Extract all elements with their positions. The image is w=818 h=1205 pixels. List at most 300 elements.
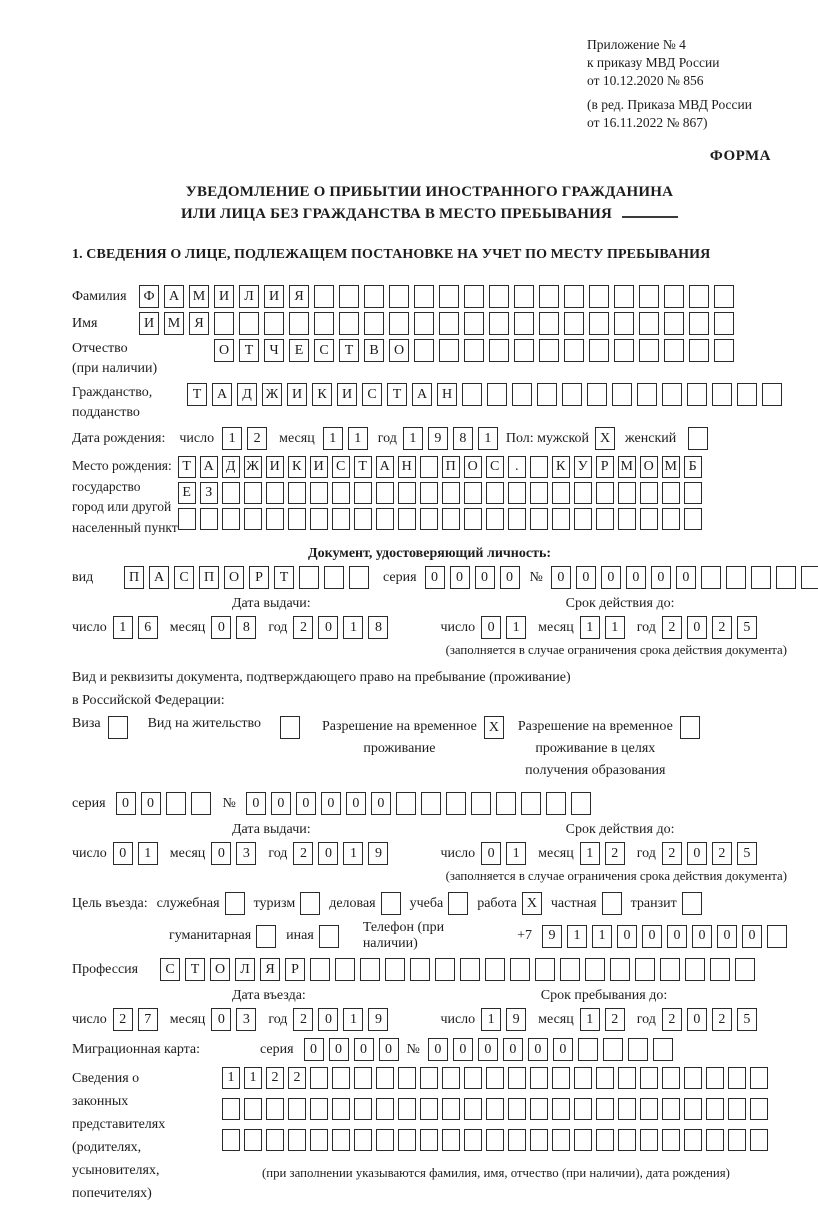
char-box[interactable] <box>574 1067 592 1089</box>
char-box[interactable]: 0 <box>667 925 687 948</box>
char-box[interactable]: . <box>508 456 526 478</box>
char-box[interactable] <box>508 508 526 530</box>
char-box[interactable]: 0 <box>450 566 470 589</box>
char-box[interactable] <box>684 508 702 530</box>
char-box[interactable] <box>628 1038 648 1061</box>
char-box[interactable] <box>552 508 570 530</box>
char-box[interactable] <box>364 285 384 308</box>
char-box[interactable]: 2 <box>605 1008 625 1031</box>
char-box[interactable]: Т <box>239 339 259 362</box>
char-box[interactable] <box>750 1098 768 1120</box>
char-box[interactable]: 0 <box>500 566 520 589</box>
char-box[interactable] <box>735 958 755 981</box>
char-box[interactable]: 0 <box>742 925 762 948</box>
char-box[interactable]: 0 <box>481 616 501 639</box>
purpose-tourism-checkbox[interactable] <box>300 892 320 915</box>
visa-checkbox[interactable] <box>108 716 128 739</box>
char-box[interactable] <box>640 1098 658 1120</box>
char-box[interactable] <box>710 958 730 981</box>
char-box[interactable]: М <box>618 456 636 478</box>
char-box[interactable] <box>618 482 636 504</box>
char-box[interactable]: 0 <box>687 1008 707 1031</box>
char-box[interactable]: 9 <box>368 1008 388 1031</box>
char-box[interactable]: 1 <box>323 427 343 450</box>
char-box[interactable]: А <box>212 383 232 406</box>
char-box[interactable] <box>335 958 355 981</box>
char-box[interactable] <box>360 958 380 981</box>
char-box[interactable]: Л <box>239 285 259 308</box>
char-box[interactable] <box>389 312 409 335</box>
char-box[interactable] <box>512 383 532 406</box>
char-box[interactable] <box>687 383 707 406</box>
char-box[interactable]: 0 <box>687 842 707 865</box>
char-box[interactable] <box>726 566 746 589</box>
temp-residence-checkbox[interactable]: X <box>484 716 504 739</box>
char-box[interactable] <box>562 383 582 406</box>
char-box[interactable] <box>314 312 334 335</box>
char-box[interactable] <box>662 1098 680 1120</box>
char-box[interactable]: 0 <box>601 566 621 589</box>
char-box[interactable]: 0 <box>211 616 231 639</box>
char-box[interactable] <box>310 1067 328 1089</box>
char-box[interactable] <box>464 339 484 362</box>
char-box[interactable]: Я <box>189 312 209 335</box>
char-box[interactable]: 9 <box>542 925 562 948</box>
char-box[interactable]: 0 <box>687 616 707 639</box>
char-box[interactable]: 1 <box>343 1008 363 1031</box>
char-box[interactable] <box>462 383 482 406</box>
char-box[interactable] <box>635 958 655 981</box>
char-box[interactable]: 8 <box>453 427 473 450</box>
char-box[interactable] <box>574 508 592 530</box>
char-box[interactable]: 0 <box>318 1008 338 1031</box>
gender-male-checkbox[interactable]: X <box>595 427 615 450</box>
char-box[interactable] <box>574 1098 592 1120</box>
char-box[interactable] <box>266 482 284 504</box>
char-box[interactable]: В <box>364 339 384 362</box>
char-box[interactable] <box>266 1129 284 1151</box>
char-box[interactable] <box>264 312 284 335</box>
char-box[interactable]: О <box>464 456 482 478</box>
char-box[interactable] <box>439 339 459 362</box>
char-box[interactable]: 0 <box>304 1038 324 1061</box>
char-box[interactable] <box>439 312 459 335</box>
char-box[interactable]: 0 <box>642 925 662 948</box>
char-box[interactable]: 2 <box>605 842 625 865</box>
char-box[interactable]: Р <box>285 958 305 981</box>
char-box[interactable]: К <box>312 383 332 406</box>
char-box[interactable] <box>596 1129 614 1151</box>
char-box[interactable] <box>662 383 682 406</box>
char-box[interactable] <box>521 792 541 815</box>
char-box[interactable]: И <box>264 285 284 308</box>
char-box[interactable] <box>539 339 559 362</box>
char-box[interactable] <box>289 312 309 335</box>
char-box[interactable] <box>214 312 234 335</box>
char-box[interactable] <box>596 1098 614 1120</box>
char-box[interactable]: А <box>376 456 394 478</box>
char-box[interactable] <box>332 482 350 504</box>
char-box[interactable] <box>537 383 557 406</box>
char-box[interactable]: Ж <box>262 383 282 406</box>
char-box[interactable] <box>603 1038 623 1061</box>
char-box[interactable]: 0 <box>651 566 671 589</box>
char-box[interactable] <box>486 1129 504 1151</box>
char-box[interactable] <box>489 339 509 362</box>
char-box[interactable] <box>689 339 709 362</box>
char-box[interactable]: 8 <box>368 616 388 639</box>
char-box[interactable] <box>587 383 607 406</box>
char-box[interactable]: 0 <box>576 566 596 589</box>
char-box[interactable]: Ф <box>139 285 159 308</box>
temp-residence-education-checkbox[interactable] <box>680 716 700 739</box>
char-box[interactable] <box>552 1098 570 1120</box>
char-box[interactable] <box>664 285 684 308</box>
char-box[interactable] <box>612 383 632 406</box>
char-box[interactable] <box>662 1067 680 1089</box>
char-box[interactable]: 0 <box>453 1038 473 1061</box>
char-box[interactable] <box>660 958 680 981</box>
char-box[interactable] <box>684 1067 702 1089</box>
char-box[interactable]: Т <box>178 456 196 478</box>
purpose-study-checkbox[interactable] <box>448 892 468 915</box>
char-box[interactable] <box>571 792 591 815</box>
char-box[interactable] <box>685 958 705 981</box>
char-box[interactable] <box>706 1098 724 1120</box>
purpose-business-checkbox[interactable] <box>225 892 245 915</box>
char-box[interactable] <box>464 508 482 530</box>
char-box[interactable]: К <box>552 456 570 478</box>
char-box[interactable] <box>464 312 484 335</box>
char-box[interactable] <box>464 482 482 504</box>
char-box[interactable] <box>354 1129 372 1151</box>
char-box[interactable] <box>486 482 504 504</box>
char-box[interactable] <box>664 312 684 335</box>
char-box[interactable] <box>485 958 505 981</box>
char-box[interactable]: А <box>164 285 184 308</box>
char-box[interactable] <box>314 285 334 308</box>
char-box[interactable]: С <box>486 456 504 478</box>
char-box[interactable] <box>464 1067 482 1089</box>
char-box[interactable] <box>414 339 434 362</box>
char-box[interactable]: 7 <box>138 1008 158 1031</box>
char-box[interactable] <box>464 1129 482 1151</box>
char-box[interactable] <box>332 1098 350 1120</box>
char-box[interactable] <box>332 1067 350 1089</box>
char-box[interactable] <box>446 792 466 815</box>
char-box[interactable]: А <box>200 456 218 478</box>
char-box[interactable]: 0 <box>346 792 366 815</box>
char-box[interactable]: Р <box>596 456 614 478</box>
char-box[interactable] <box>442 1129 460 1151</box>
char-box[interactable]: 3 <box>236 1008 256 1031</box>
char-box[interactable]: 0 <box>626 566 646 589</box>
char-box[interactable] <box>442 1067 460 1089</box>
char-box[interactable]: 2 <box>293 1008 313 1031</box>
char-box[interactable]: 2 <box>662 616 682 639</box>
char-box[interactable]: М <box>189 285 209 308</box>
char-box[interactable]: 2 <box>662 1008 682 1031</box>
char-box[interactable] <box>564 312 584 335</box>
gender-female-checkbox[interactable] <box>688 427 708 450</box>
char-box[interactable]: 0 <box>318 842 338 865</box>
char-box[interactable]: И <box>139 312 159 335</box>
char-box[interactable] <box>508 1067 526 1089</box>
char-box[interactable] <box>662 482 680 504</box>
char-box[interactable] <box>664 339 684 362</box>
char-box[interactable]: 0 <box>318 616 338 639</box>
char-box[interactable] <box>762 383 782 406</box>
char-box[interactable] <box>460 958 480 981</box>
char-box[interactable]: 5 <box>737 616 757 639</box>
char-box[interactable] <box>618 1067 636 1089</box>
char-box[interactable] <box>712 383 732 406</box>
char-box[interactable] <box>398 482 416 504</box>
char-box[interactable]: 0 <box>271 792 291 815</box>
char-box[interactable] <box>191 792 211 815</box>
char-box[interactable]: С <box>174 566 194 589</box>
char-box[interactable] <box>589 312 609 335</box>
residence-permit-checkbox[interactable] <box>280 716 300 739</box>
char-box[interactable] <box>310 482 328 504</box>
char-box[interactable] <box>776 566 796 589</box>
char-box[interactable]: 0 <box>246 792 266 815</box>
char-box[interactable] <box>244 482 262 504</box>
char-box[interactable] <box>410 958 430 981</box>
char-box[interactable] <box>539 312 559 335</box>
char-box[interactable] <box>618 1129 636 1151</box>
char-box[interactable]: 9 <box>506 1008 526 1031</box>
char-box[interactable]: Т <box>354 456 372 478</box>
char-box[interactable] <box>706 1067 724 1089</box>
char-box[interactable]: А <box>412 383 432 406</box>
char-box[interactable]: П <box>442 456 460 478</box>
char-box[interactable]: Д <box>237 383 257 406</box>
char-box[interactable] <box>414 285 434 308</box>
char-box[interactable]: 2 <box>662 842 682 865</box>
char-box[interactable]: 0 <box>478 1038 498 1061</box>
char-box[interactable]: Р <box>249 566 269 589</box>
char-box[interactable] <box>354 482 372 504</box>
char-box[interactable] <box>689 285 709 308</box>
char-box[interactable] <box>354 1067 372 1089</box>
char-box[interactable]: 0 <box>481 842 501 865</box>
char-box[interactable] <box>640 508 658 530</box>
char-box[interactable] <box>684 482 702 504</box>
char-box[interactable] <box>589 339 609 362</box>
char-box[interactable] <box>639 285 659 308</box>
char-box[interactable] <box>552 1067 570 1089</box>
char-box[interactable] <box>398 508 416 530</box>
char-box[interactable] <box>596 482 614 504</box>
char-box[interactable]: 1 <box>113 616 133 639</box>
char-box[interactable] <box>489 285 509 308</box>
char-box[interactable]: О <box>389 339 409 362</box>
char-box[interactable] <box>560 958 580 981</box>
char-box[interactable] <box>288 482 306 504</box>
char-box[interactable] <box>376 1067 394 1089</box>
purpose-commercial-checkbox[interactable] <box>381 892 401 915</box>
char-box[interactable]: С <box>160 958 180 981</box>
char-box[interactable] <box>637 383 657 406</box>
char-box[interactable] <box>414 312 434 335</box>
char-box[interactable] <box>751 566 771 589</box>
char-box[interactable]: И <box>337 383 357 406</box>
char-box[interactable]: 0 <box>116 792 136 815</box>
char-box[interactable]: П <box>199 566 219 589</box>
char-box[interactable]: 0 <box>676 566 696 589</box>
char-box[interactable] <box>239 312 259 335</box>
char-box[interactable] <box>552 482 570 504</box>
char-box[interactable] <box>767 925 787 948</box>
char-box[interactable]: О <box>224 566 244 589</box>
char-box[interactable] <box>464 285 484 308</box>
purpose-private-checkbox[interactable] <box>602 892 622 915</box>
char-box[interactable] <box>574 1129 592 1151</box>
char-box[interactable]: 1 <box>343 616 363 639</box>
char-box[interactable] <box>530 1098 548 1120</box>
char-box[interactable]: С <box>332 456 350 478</box>
char-box[interactable]: А <box>149 566 169 589</box>
char-box[interactable]: Н <box>437 383 457 406</box>
char-box[interactable]: 0 <box>553 1038 573 1061</box>
char-box[interactable] <box>614 312 634 335</box>
char-box[interactable] <box>310 1098 328 1120</box>
char-box[interactable]: 1 <box>481 1008 501 1031</box>
char-box[interactable]: Т <box>187 383 207 406</box>
char-box[interactable]: 2 <box>712 1008 732 1031</box>
char-box[interactable]: 1 <box>592 925 612 948</box>
char-box[interactable]: 0 <box>354 1038 374 1061</box>
char-box[interactable]: И <box>214 285 234 308</box>
char-box[interactable] <box>514 339 534 362</box>
char-box[interactable]: 1 <box>605 616 625 639</box>
char-box[interactable]: О <box>640 456 658 478</box>
char-box[interactable] <box>662 1129 680 1151</box>
char-box[interactable]: 9 <box>368 842 388 865</box>
char-box[interactable]: 2 <box>113 1008 133 1031</box>
char-box[interactable] <box>639 312 659 335</box>
char-box[interactable] <box>299 566 319 589</box>
char-box[interactable] <box>585 958 605 981</box>
char-box[interactable]: Б <box>684 456 702 478</box>
char-box[interactable] <box>349 566 369 589</box>
char-box[interactable] <box>614 285 634 308</box>
char-box[interactable] <box>421 792 441 815</box>
char-box[interactable] <box>596 508 614 530</box>
char-box[interactable] <box>530 456 548 478</box>
char-box[interactable] <box>728 1067 746 1089</box>
char-box[interactable] <box>639 339 659 362</box>
char-box[interactable]: 1 <box>580 842 600 865</box>
char-box[interactable] <box>385 958 405 981</box>
char-box[interactable] <box>420 1098 438 1120</box>
char-box[interactable] <box>420 1067 438 1089</box>
char-box[interactable]: 0 <box>296 792 316 815</box>
char-box[interactable] <box>496 792 516 815</box>
char-box[interactable]: 0 <box>425 566 445 589</box>
char-box[interactable] <box>701 566 721 589</box>
char-box[interactable]: 0 <box>692 925 712 948</box>
char-box[interactable]: И <box>266 456 284 478</box>
char-box[interactable] <box>530 482 548 504</box>
char-box[interactable]: И <box>310 456 328 478</box>
char-box[interactable] <box>514 312 534 335</box>
char-box[interactable] <box>486 508 504 530</box>
char-box[interactable]: У <box>574 456 592 478</box>
char-box[interactable]: С <box>314 339 334 362</box>
char-box[interactable]: Е <box>289 339 309 362</box>
char-box[interactable]: Е <box>178 482 196 504</box>
char-box[interactable] <box>389 285 409 308</box>
purpose-transit-checkbox[interactable] <box>682 892 702 915</box>
purpose-other-checkbox[interactable] <box>319 925 339 948</box>
char-box[interactable]: 1 <box>403 427 423 450</box>
char-box[interactable] <box>200 508 218 530</box>
char-box[interactable]: 0 <box>428 1038 448 1061</box>
char-box[interactable] <box>376 482 394 504</box>
char-box[interactable] <box>564 285 584 308</box>
char-box[interactable]: Я <box>289 285 309 308</box>
char-box[interactable] <box>420 1129 438 1151</box>
char-box[interactable]: 0 <box>617 925 637 948</box>
char-box[interactable]: 0 <box>113 842 133 865</box>
char-box[interactable] <box>222 1098 240 1120</box>
char-box[interactable]: 0 <box>717 925 737 948</box>
char-box[interactable]: 5 <box>737 842 757 865</box>
char-box[interactable]: 0 <box>379 1038 399 1061</box>
char-box[interactable] <box>266 1098 284 1120</box>
char-box[interactable]: 0 <box>528 1038 548 1061</box>
char-box[interactable] <box>539 285 559 308</box>
char-box[interactable] <box>222 482 240 504</box>
purpose-humanitarian-checkbox[interactable] <box>256 925 276 948</box>
char-box[interactable]: 0 <box>321 792 341 815</box>
char-box[interactable] <box>596 1067 614 1089</box>
char-box[interactable]: 1 <box>580 616 600 639</box>
char-box[interactable] <box>578 1038 598 1061</box>
char-box[interactable] <box>332 1129 350 1151</box>
char-box[interactable]: Т <box>387 383 407 406</box>
char-box[interactable] <box>376 1098 394 1120</box>
char-box[interactable] <box>618 508 636 530</box>
char-box[interactable] <box>324 566 344 589</box>
char-box[interactable] <box>684 1129 702 1151</box>
char-box[interactable] <box>530 508 548 530</box>
char-box[interactable] <box>728 1098 746 1120</box>
char-box[interactable] <box>332 508 350 530</box>
char-box[interactable]: Л <box>235 958 255 981</box>
char-box[interactable] <box>489 312 509 335</box>
char-box[interactable]: И <box>287 383 307 406</box>
char-box[interactable] <box>508 482 526 504</box>
char-box[interactable]: 1 <box>138 842 158 865</box>
char-box[interactable] <box>442 482 460 504</box>
char-box[interactable] <box>222 508 240 530</box>
char-box[interactable] <box>640 1129 658 1151</box>
char-box[interactable] <box>364 312 384 335</box>
char-box[interactable] <box>589 285 609 308</box>
char-box[interactable] <box>310 958 330 981</box>
char-box[interactable] <box>486 1067 504 1089</box>
char-box[interactable]: С <box>362 383 382 406</box>
char-box[interactable] <box>288 1129 306 1151</box>
char-box[interactable] <box>614 339 634 362</box>
char-box[interactable]: Т <box>185 958 205 981</box>
char-box[interactable] <box>706 1129 724 1151</box>
char-box[interactable] <box>435 958 455 981</box>
char-box[interactable]: 2 <box>712 616 732 639</box>
